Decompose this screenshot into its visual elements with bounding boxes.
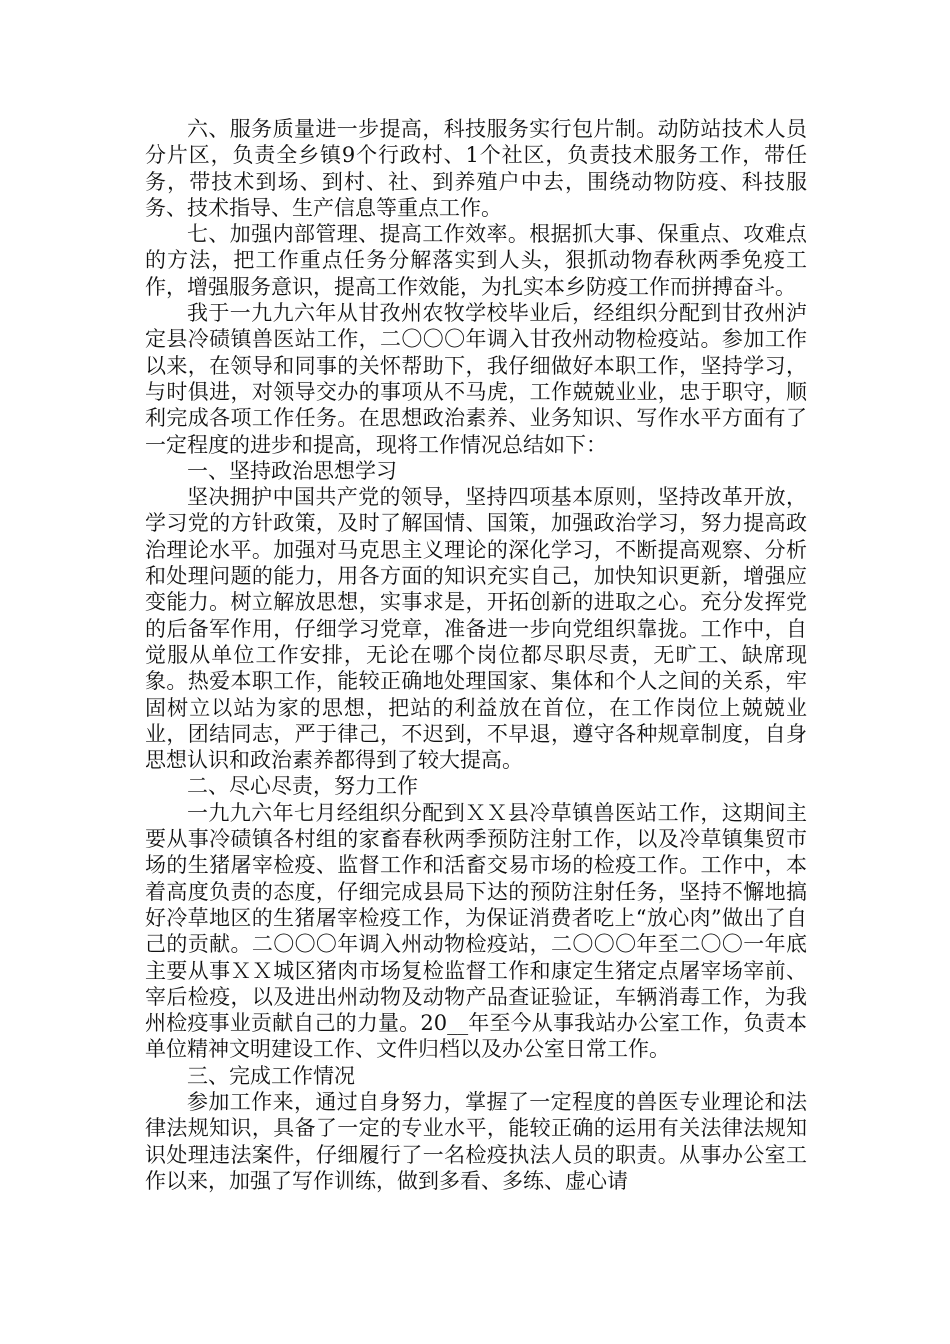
paragraph-diligent-work: 一九九六年七月经组织分配到ＸＸ县冷草镇兽医站工作，这期间主要从事冷碛镇各村组的家畜春秋两季预防注射工作，以及冷草镇集贸市场的生猪屠宰检疫、监督工作和活畜交易市场的检疫工作。工作中，本着高度负责的态度，仔细完成县局下达的预防注射任务，坚持不懈地搞好冷草地区的生猪屠宰检疫工作，为保证消费者吃上“放心肉”做出了自己的贡献。二〇〇〇年调入州动物检疫站，二〇〇〇年至二〇〇一年底主要从事ＸＸ城区猪肉市场复检监督工作和康定生猪定点屠宰场宰前、宰后检疫，以及进出州动物及动物产品查证验证，车辆消毒工作，为我州检疫事业贡献自己的力量。20__年至今从事我站办公室工作，负责本单位精神文明建设工作、文件归档以及办公室日常工作。	[145, 800, 807, 1062]
section-heading-political-study: 一、坚持政治思想学习	[187, 458, 397, 483]
paragraph-personal-intro: 我于一九九六年从甘孜州农牧学校毕业后，经组织分配到甘孜州泸定县冷碛镇兽医站工作，二〇〇〇年调入甘孜州动物检疫站。参加工作以来，在领导和同事的关怀帮助下，我仔细做好本职工作，坚持学习，与时俱进，对领导交办的事项从不马虎，工作兢兢业业，忠于职守，顺利完成各项工作任务。在思想政治素养、业务知识、写作水平方面有了一定程度的进步和提高，现将工作情况总结如下：	[145, 301, 807, 457]
paragraph-internal-management: 七、加强内部管理、提高工作效率。根据抓大事、保重点、攻难点的方法，把工作重点任务分解落实到人头，狠抓动物春秋两季免疫工作，增强服务意识，提高工作效能，为扎实本乡防疫工作而拼搏奋斗。	[145, 222, 807, 299]
section-heading-work-completion: 三、完成工作情况	[187, 1063, 355, 1088]
paragraph-political-study: 坚决拥护中国共产党的领导，坚持四项基本原则，坚持改革开放，学习党的方针政策，及时了解国情、国策，加强政治学习，努力提高政治理论水平。加强对马克思主义理论的深化学习，不断提高观察、分析和处理问题的能力，用各方面的知识充实自己，加快知识更新，增强应变能力。树立解放思想，实事求是，开拓创新的进取之心。充分发挥党的后备军作用，仔细学习党章，准备进一步向党组织靠拢。工作中，自觉服从单位工作安排，无论在哪个岗位都尽职尽责，无旷工、缺席现象。热爱本职工作，能较正确地处理国家、集体和个人之间的关系，牢固树立以站为家的思想，把站的利益放在首位，在工作岗位上兢兢业业，团结同志，严于律己，不迟到，不早退，遵守各种规章制度，自身思想认识和政治素养都得到了较大提高。	[145, 485, 807, 773]
paragraph-service-quality: 六、服务质量进一步提高，科技服务实行包片制。动防站技术人员分片区，负责全乡镇9个行政村、1个社区，负责技术服务工作，带任务，带技术到场、到村、社、到养殖户中去，围绕动物防疫、科技服务、技术指导、生产信息等重点工作。	[145, 117, 807, 220]
section-heading-diligent-work: 二、尽心尽责，努力工作	[187, 774, 418, 799]
document-body	[145, 116, 807, 1194]
paragraph-work-completion: 参加工作来，通过自身努力，掌握了一定程度的兽医专业理论和法律法规知识，具备了一定的专业水平，能较正确的运用有关法律法规知识处理违法案件，仔细履行了一名检疫执法人员的职责。从事办公室工作以来，加强了写作训练，做到多看、多练、虚心请	[145, 1089, 807, 1193]
